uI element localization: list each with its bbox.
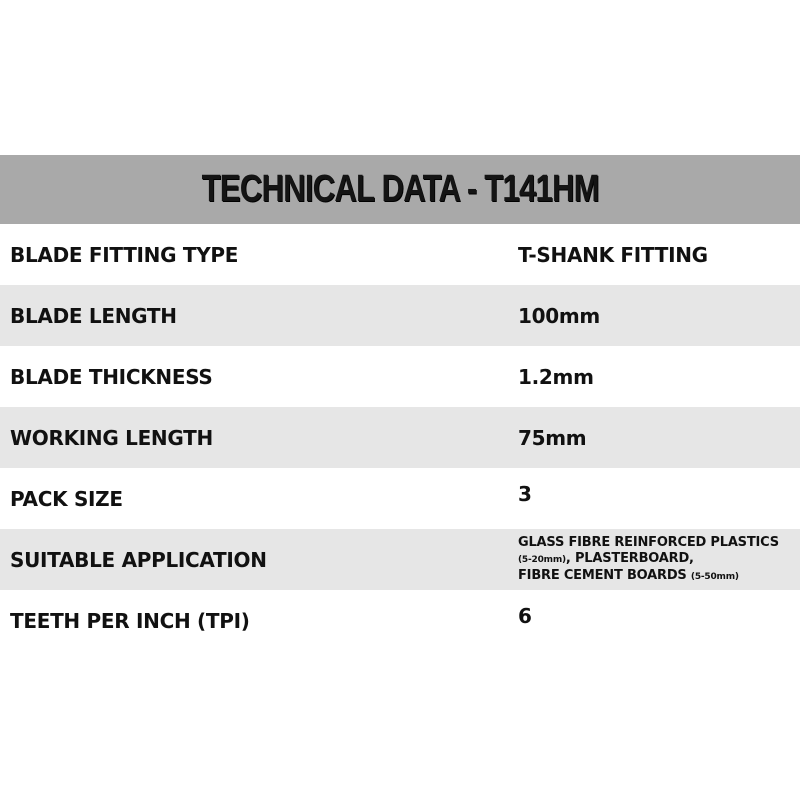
row-value: 100mm: [518, 303, 600, 328]
application-line-3: [518, 568, 779, 585]
application-line-1: [518, 535, 779, 551]
application-text: , PLASTERBOARD,: [565, 551, 694, 566]
row-label: SUITABLE APPLICATION: [10, 547, 267, 572]
application-range-small: (5-20mm): [518, 555, 566, 565]
row-value: 1.2mm: [518, 364, 594, 389]
row-value: T-SHANK FITTING: [518, 242, 708, 267]
application-text: GLASS FIBRE REINFORCED PLASTICS: [518, 535, 779, 550]
table-header: [0, 155, 800, 224]
application-line-2: [518, 551, 779, 568]
row-teeth-per-inch: [0, 590, 800, 651]
row-label: BLADE THICKNESS: [10, 364, 213, 389]
table-title: TECHNICAL DATA - T141HM: [201, 168, 599, 210]
row-pack-size: [0, 468, 800, 529]
row-working-length: [0, 407, 800, 468]
row-blade-thickness: [0, 346, 800, 407]
row-label: BLADE FITTING TYPE: [10, 242, 239, 267]
row-label: TEETH PER INCH (TPI): [10, 608, 250, 633]
row-label: BLADE LENGTH: [10, 303, 177, 328]
row-value: 3: [518, 482, 532, 506]
application-range-small: (5-50mm): [690, 572, 739, 582]
row-value: 75mm: [518, 425, 587, 450]
row-label: PACK SIZE: [10, 486, 123, 511]
row-label: WORKING LENGTH: [10, 425, 213, 450]
row-value: 6: [518, 604, 532, 628]
row-value-multiline: [518, 535, 779, 585]
application-text: FIBRE CEMENT BOARDS: [518, 568, 687, 583]
technical-data-table: [0, 155, 800, 651]
row-suitable-application: [0, 529, 800, 590]
row-blade-fitting-type: [0, 224, 800, 285]
row-blade-length: [0, 285, 800, 346]
